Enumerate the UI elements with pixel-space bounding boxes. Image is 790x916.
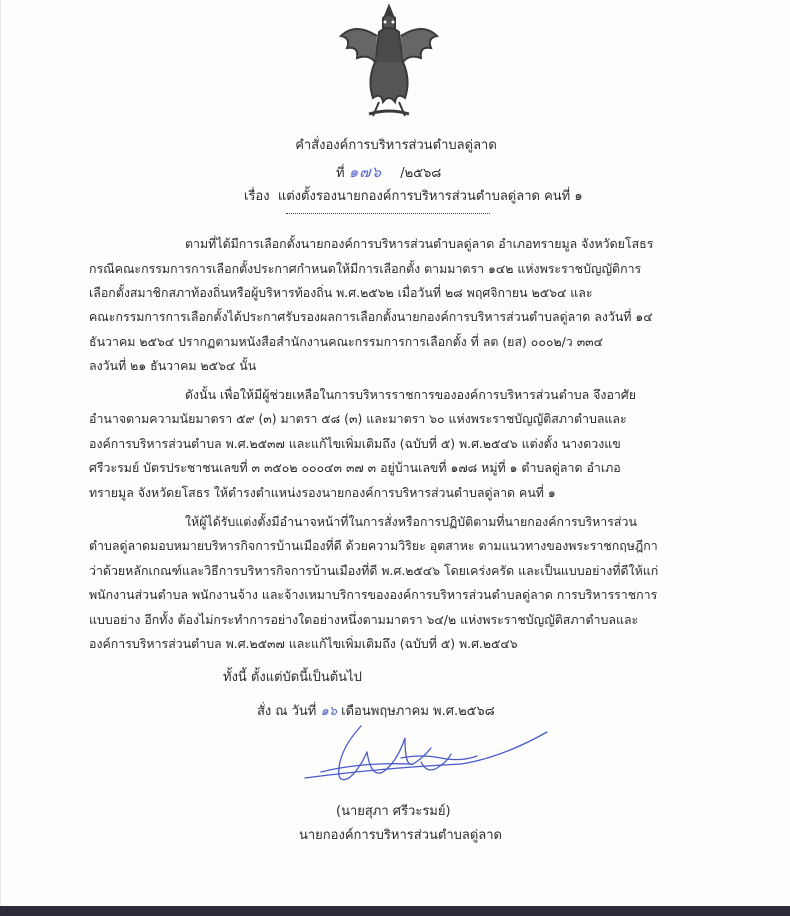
separator-dots [286,213,490,214]
date-prefix: สั่ง ณ วันที่ [257,704,317,719]
paragraph-1-line: ลงวันที่ ๒๑ ธันวาคม ๒๕๖๔ นั้น [89,358,257,373]
order-number-prefix: ที่ [336,166,345,181]
paragraph-1-line: ตามที่ได้มีการเลือกตั้งนายกองค์การบริหารส่วนตำบลดู่ลาด อำเภอทรายมูล จังหวัดยโสธร [185,236,654,251]
order-number-suffix: /๒๕๖๘ [400,166,442,181]
subject-label: เรื่อง [244,189,270,204]
paragraph-3-line: ตำบลดู่ลาดมอบหมายบริหารกิจการบ้านเมืองที่ดี ด้วยความวิริยะ อุตสาหะ ตามแนวทางของพระราชกฤษฎีกา [89,538,658,553]
paragraph-2-line: ดังนั้น เพื่อให้มีผู้ช่วยเหลือในการบริหารราชการขององค์การบริหารส่วนตำบล จึงอาศัย [185,387,636,402]
order-number-handwritten: ๑๗๖ [348,163,383,181]
subject-text: แต่งตั้งรองนายกองค์การบริหารส่วนตำบลดู่ลาด คนที่ ๑ [277,189,583,204]
subject-line [244,189,583,205]
date-rest: เดือนพฤษภาคม พ.ศ.๒๕๖๘ [341,704,495,719]
paragraph-1-line: คณะกรรมการการเลือกตั้งได้ประกาศรับรองผลการเลือกตั้งนายกองค์การบริหารส่วนตำบลดู่ลาด ลงวันที่ ๑๔ [89,309,653,324]
paragraph-2-line: อำนาจตามความนัยมาตรา ๕๙ (๓) มาตรา ๕๘ (๓) และมาตรา ๖๐ แห่งพระราชบัญญัติสภาตำบลและ [89,411,627,426]
handwritten-signature-icon [301,718,551,793]
closing-line: ทั้งนี้ ตั้งแต่บัดนี้เป็นต้นไป [223,670,362,685]
paragraph-3-line: ให้ผู้ได้รับแต่งตั้งมีอำนาจหน้าที่ในการสั่งหรือการปฏิบัติตามที่นายกองค์การบริหารส่วน [185,514,637,529]
paragraph-1-line: กรณีคณะกรรมการการเลือกตั้งประกาศกำหนดให้มีการเลือกตั้ง ตามมาตรา ๑๔๒ แห่งพระราชบัญญัติการ [89,261,642,276]
paragraph-3-line: องค์การบริหารส่วนตำบล พ.ศ.๒๕๓๗ และแก้ไขเพิ่มเติมถึง (ฉบับที่ ๕) พ.ศ.๒๕๔๖ [89,636,518,651]
paragraph-2-line: ศรีวะรมย์ บัตรประชาชนเลขที่ ๓ ๓๕๐๒ ๐๐๐๔๓ ๓๗ ๓ อยู่บ้านเลขที่ ๑๗๘ หมู่ที่ ๑ ตำบลดู่ลาด อำเภอ [89,460,621,475]
paragraph-3-line: แบบอย่าง อีกทั้ง ต้องไม่กระทำการอย่างใดอย่างหนึ่งตามมาตรา ๖๔/๒ แห่งพระราชบัญญัติสภาตำบลและ [89,612,639,627]
paragraph-1-line: ธันวาคม ๒๕๖๔ ปรากฏตามหนังสือสำนักงานคณะกรรมการการเลือกตั้ง ที่ ลต (ยส) ๐๐๐๒/ว ๓๓๔ [89,334,604,349]
paragraph-1-line: เลือกตั้งสมาชิกสภาท้องถิ่นหรือผู้บริหารท้องถิ่น พ.ศ.๒๕๖๒ เมื่อวันที่ ๒๘ พฤศจิกายน ๒๕๖๔ และ [89,285,593,300]
date-day-handwritten: ๑๖ [320,704,338,719]
bottom-bar [0,906,790,916]
paragraph-3-line: พนักงานส่วนตำบล พนักงานจ้าง และจ้างเหมาบริการขององค์การบริหารส่วนตำบลดู่ลาด การบริหารราชการ [89,587,658,602]
paragraph-3-line: ว่าด้วยหลักเกณฑ์และวิธีการบริหารกิจการบ้านเมืองที่ดี พ.ศ.๒๕๔๖ โดยเคร่งครัด และเป็นแบบอย่างที่ดีให้แก่ [89,563,659,578]
signer-title: นายกองค์การบริหารส่วนตำบลดู่ลาด [299,828,502,843]
order-title: คำสั่งองค์การบริหารส่วนตำบลดู่ลาด [295,138,497,153]
signer-name: (นายสุภา ศรีวะรมย์) [336,804,451,819]
garuda-emblem-icon [333,2,445,120]
paragraph-2-line: ทรายมูล จังหวัดยโสธร ให้ดำรงตำแหน่งรองนายกองค์การบริหารส่วนตำบลดู่ลาด คนที่ ๑ [89,485,556,500]
paragraph-2-line: องค์การบริหารส่วนตำบล พ.ศ.๒๕๓๗ และแก้ไขเพิ่มเติมถึง (ฉบับที่ ๕) พ.ศ.๒๕๔๖ แต่งตั้ง นางดวงแข [89,436,621,451]
order-number [336,164,441,182]
